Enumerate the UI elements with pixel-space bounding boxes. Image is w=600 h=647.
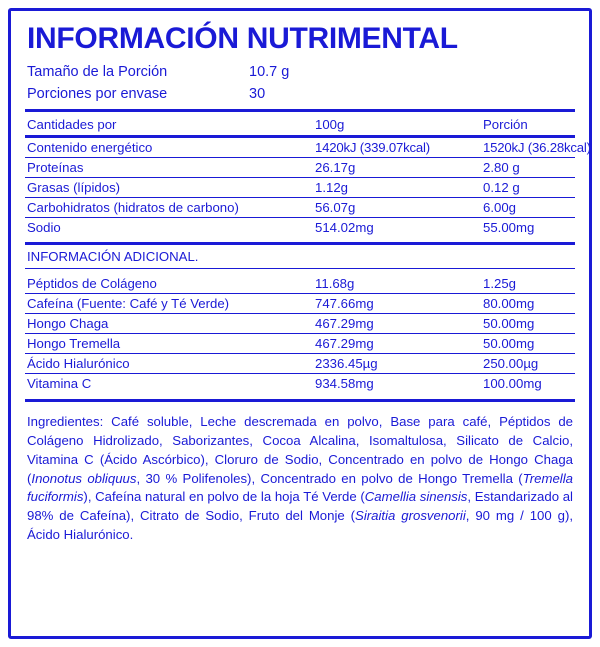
row-value-100g: 11.68g bbox=[313, 274, 481, 294]
row-label: Hongo Chaga bbox=[25, 314, 313, 334]
ingredients-text bbox=[25, 405, 575, 544]
ingredients-part-4: , Estandarizado al 98% de Cafeína), Citrato de Sodio, Fruto del Monje ( bbox=[27, 489, 573, 524]
serving-size-row bbox=[25, 61, 575, 83]
row-value-portion: 50.00mg bbox=[481, 314, 575, 334]
ingredients-part-5: , 90 mg / 100 g), Ácido Hialurónico. bbox=[27, 508, 573, 542]
row-value-100g: 467.29mg bbox=[313, 334, 481, 354]
row-label: Sodio bbox=[27, 220, 61, 236]
ingredients-latin-4: Siraitia grosvenorii bbox=[355, 508, 466, 524]
table-row bbox=[25, 314, 575, 334]
header-cell-100g: 100g bbox=[313, 115, 481, 137]
row-value-100g: 2336.45µg bbox=[313, 354, 481, 374]
table-row bbox=[25, 137, 575, 158]
ingredients-latin-1: Inonotus obliquus bbox=[31, 470, 137, 486]
row-label: Vitamina C bbox=[27, 376, 92, 392]
row-label: Cafeína (Fuente: Café y Té Verde) bbox=[25, 294, 313, 314]
additional-info-header bbox=[25, 244, 575, 269]
row-value-portion: 80.00mg bbox=[481, 294, 575, 314]
table-row bbox=[25, 374, 575, 394]
row-value-100g: 1.12g bbox=[313, 178, 481, 198]
table-row bbox=[25, 218, 575, 238]
table-row bbox=[25, 334, 575, 354]
row-value-portion: 2.80 g bbox=[481, 158, 575, 178]
row-value-portion: 250.00µg bbox=[481, 354, 575, 374]
page-title: INFORMACIÓN NUTRIMENTAL bbox=[27, 22, 458, 55]
table-row bbox=[25, 198, 575, 218]
table-row bbox=[25, 178, 575, 198]
row-label: Grasas (lípidos) bbox=[25, 178, 313, 198]
row-value-100g: 747.66mg bbox=[313, 294, 481, 314]
serving-size-label: Tamaño de la Porción bbox=[27, 63, 168, 80]
row-value-portion: 1.25g bbox=[481, 274, 575, 294]
table-row bbox=[25, 274, 575, 294]
ingredients-latin-3: Camellia sinensis bbox=[364, 489, 468, 505]
row-value-portion: 100.00mg bbox=[483, 376, 542, 392]
table-row bbox=[25, 294, 575, 314]
row-label: Ácido Hialurónico bbox=[25, 354, 313, 374]
table-row bbox=[25, 354, 575, 374]
row-label: Contenido energético bbox=[25, 137, 313, 158]
table-row bbox=[25, 158, 575, 178]
servings-per-pack-label: Porciones por envase bbox=[27, 85, 168, 102]
header-cell-name: Cantidades por bbox=[25, 115, 313, 137]
divider-top bbox=[25, 109, 575, 112]
divider-ingredients bbox=[25, 399, 575, 402]
additional-info-label: INFORMACIÓN ADICIONAL. bbox=[25, 244, 575, 269]
row-value-portion: 0.12 g bbox=[481, 178, 575, 198]
ingredients-prefix: Ingredientes: bbox=[27, 414, 112, 430]
nutrition-table bbox=[25, 115, 591, 393]
header-cell-portion: Porción bbox=[481, 115, 575, 137]
row-value-portion: 55.00mg bbox=[483, 220, 535, 236]
ingredients-part-2: , 30 % Polifenoles), Concentrado en polvo de Hongo Tremella ( bbox=[136, 470, 523, 486]
ingredients-part-3: ), Cafeína natural en polvo de la hoja Té Verde ( bbox=[83, 489, 365, 505]
row-value-portion: 50.00mg bbox=[481, 334, 575, 354]
row-label: Hongo Tremella bbox=[25, 334, 313, 354]
row-value-100g: 56.07g bbox=[313, 198, 481, 218]
row-value-100g: 514.02mg bbox=[315, 220, 374, 236]
servings-per-pack-row bbox=[25, 83, 575, 105]
row-value-100g: 467.29mg bbox=[313, 314, 481, 334]
row-value-portion: 1520kJ (36.28kcal) bbox=[481, 137, 575, 158]
table-header-row bbox=[25, 115, 575, 137]
row-value-100g: 26.17g bbox=[313, 158, 481, 178]
serving-size-value: 10.7 g bbox=[249, 63, 290, 80]
nutrition-facts-panel bbox=[8, 8, 592, 639]
row-value-100g: 934.58mg bbox=[315, 376, 374, 392]
row-label: Carbohidratos (hidratos de carbono) bbox=[25, 198, 313, 218]
ingredients-part-1: Café soluble, Leche descremada en polvo, Base para café, Péptidos de Colágeno Hidrolizado, Saborizantes, Cocoa Alcalina, Isomaltulosa, Silicato de Calcio, Vitamina C (Ácido Ascórbico), Cloruro de Sodio, Concentrado en polvo de Hongo Chaga ( bbox=[27, 414, 573, 486]
ingredients-latin-2: Tremella fuciformis bbox=[27, 470, 573, 505]
row-value-100g: 1420kJ (339.07kcal) bbox=[313, 137, 481, 158]
row-value-portion: 6.00g bbox=[481, 198, 575, 218]
servings-per-pack-value: 30 bbox=[249, 85, 266, 102]
row-label: Péptidos de Colágeno bbox=[25, 274, 313, 294]
row-label: Proteínas bbox=[25, 158, 313, 178]
